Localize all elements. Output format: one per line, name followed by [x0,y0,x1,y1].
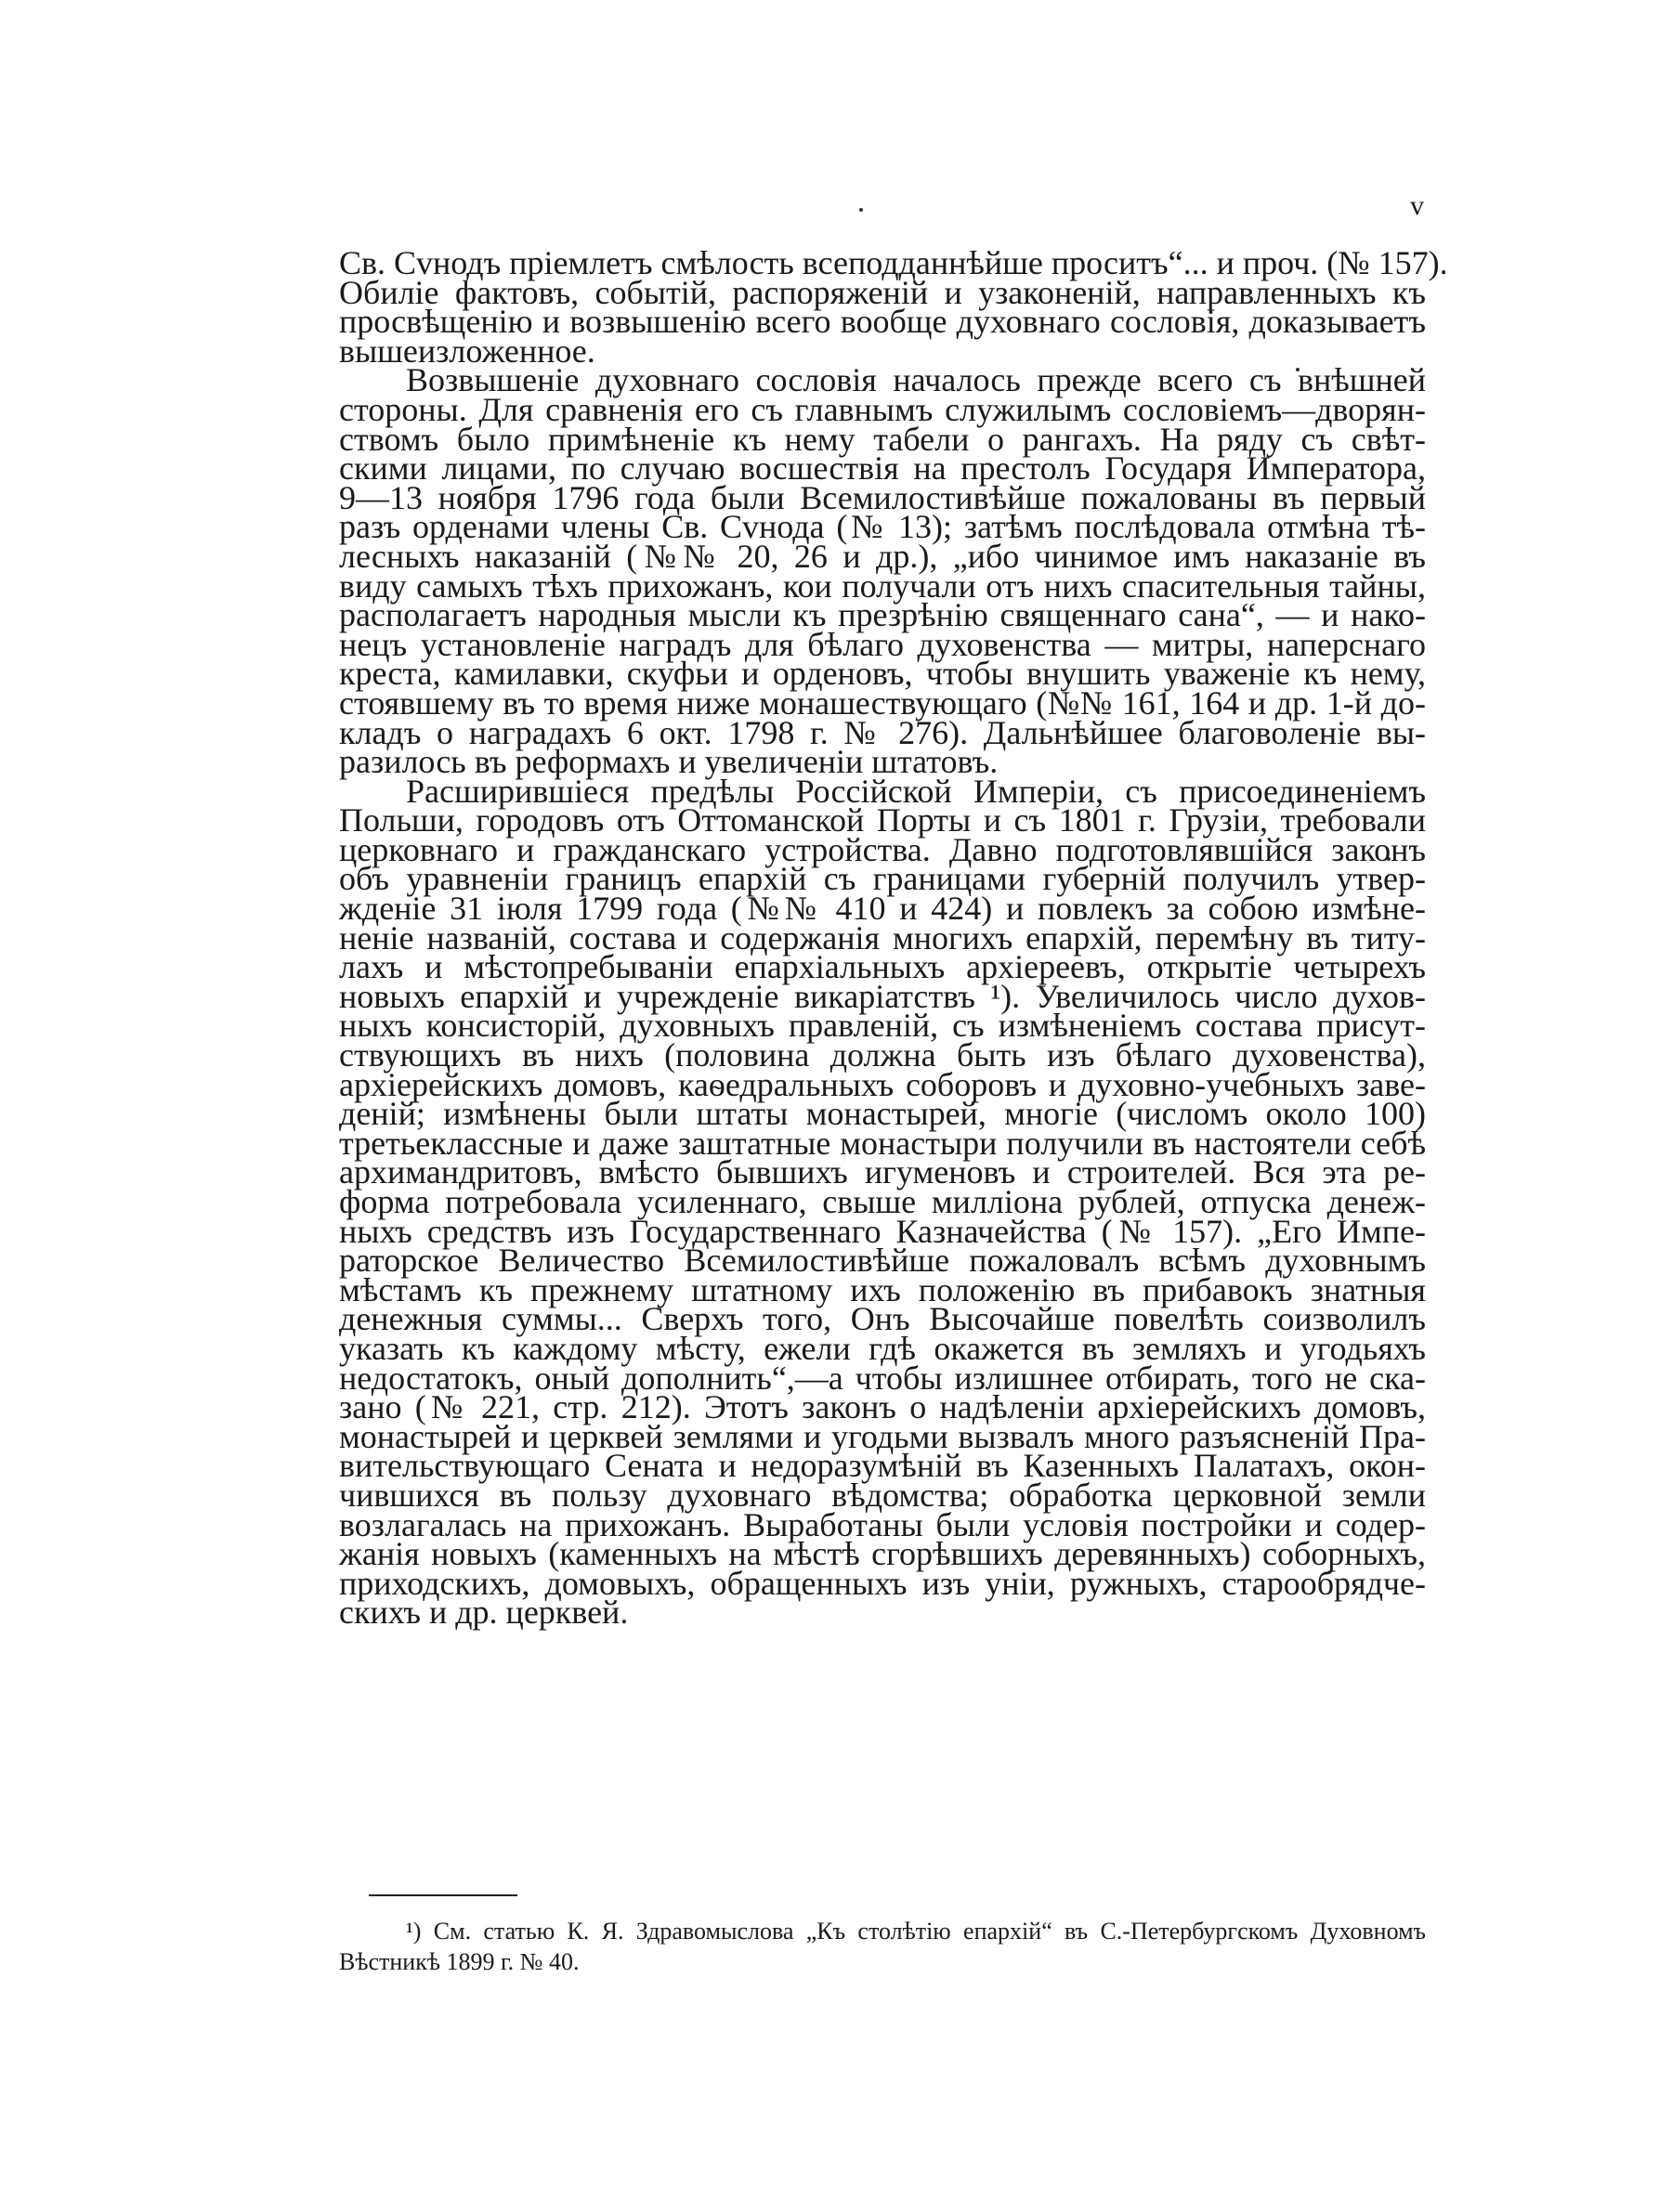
text-line: кладъ о наградахъ 6 окт. 1798 г. № 276). Дальнѣйшее благоволеніе вы- [339,713,1426,751]
text-line: вительствующаго Сената и недоразумѣній въ Казенныхъ Палатахъ, окон- [339,1447,1426,1485]
text-line: неніе названій, состава и содержанія многихъ епархій, перемѣну въ титу- [339,918,1426,956]
text-line: архимандритовъ, вмѣсто бывшихъ игуменовъ и строителей. Вся эта ре- [339,1153,1426,1191]
footnote-line: Вѣстникѣ 1899 г. № 40. [339,1948,580,1975]
text-line: новыхъ епархій и учрежденіе викаріатствъ ¹). Увеличилось число духов- [339,977,1426,1015]
text-line: третьеклассные и даже заштатные монастыри получили въ настоятели себѣ [339,1124,1426,1162]
stray-mark [859,208,863,212]
text-line: денежныя суммы... Сверхъ того, Онъ Высочайше повелѣть соизволилъ [339,1300,1426,1338]
text-line: виду самыхъ тѣхъ прихожанъ, кои получали отъ нихъ спасительныя тайны, [339,566,1426,605]
text-line: объ уравненіи границъ епархій съ границами губерній получилъ утвер- [339,860,1426,898]
text-line: жанія новыхъ (каменныхъ на мѣстѣ сгорѣвшихъ деревянныхъ) соборныхъ, [339,1535,1426,1573]
text-line: располагаетъ народныя мысли къ презрѣнію священнаго сана“, — и нако- [339,596,1426,634]
text-line: Польши, городовъ отъ Оттоманской Порты и съ 1801 г. Грузіи, требовали [339,801,1426,839]
text-line: жденіе 31 іюля 1799 года (№№ 410 и 424) и повлекъ за собою измѣне- [339,890,1426,928]
text-line: деній; измѣнены были штаты монастырей, многіе (числомъ около 100) [339,1095,1426,1133]
footnote [339,1916,1426,1977]
text-line: скими лицами, по случаю восшествія на престолъ Государя Императора, [339,449,1426,488]
text-line: стоявшему въ то время ниже монашествующаго (№№ 161, 164 и др. 1-й до- [339,683,1426,722]
text-line: форма потребовала усиленнаго, свыше милліона рублей, отпуска денеж- [339,1183,1426,1220]
text-line: ствомъ было примѣненіе къ нему табели о рангахъ. На ряду съ свѣт- [339,420,1426,458]
footnote-divider [369,1894,517,1896]
text-line: зано (№ 221, стр. 212). Этотъ законъ о надѣленіи архіерейскихъ домовъ, [339,1388,1426,1426]
text-line: монастырей и церквей землями и угодьми вызвалъ много разъясненій Пра- [339,1417,1426,1455]
text-line: скихъ и др. церквей. [339,1594,629,1632]
text-line: ныхъ средствъ изъ Государственнаго Казначейства (№ 157). „Его Импе- [339,1212,1426,1250]
text-line: мѣстамъ къ прежнему штатному ихъ положенію въ прибавокъ знатныя [339,1270,1426,1308]
text-line: разъ орденами члены Св. Сvнода (№ 13); затѣмъ послѣдовала отмѣна тѣ- [339,508,1426,546]
text-line: лесныхъ наказаній (№№ 20, 26 и др.), „ибо чинимое имъ наказаніе въ [339,537,1426,575]
text-line: приходскихъ, домовыхъ, обращенныхъ изъ уніи, ружныхъ, старообрядче- [339,1564,1426,1602]
body-text [339,244,1448,1632]
paragraph-start: Возвышеніе духовнаго сословія началось прежде всего съ внѣшней [406,361,1426,399]
text-line: церковнаго и гражданскаго устройства. Давно подготовлявшійся законъ [339,830,1426,868]
text-line: Св. Сvнодъ пріемлетъ смѣлость всеподданнѣйше проситъ“... и проч. (№ 157). [339,244,1448,281]
text-line: лахъ и мѣстопребываніи епархіальныхъ архіереевъ, открытіе четырехъ [339,948,1426,986]
text-line: архіерейскихъ домовъ, каѳедральныхъ соборовъ и духовно-учебныхъ заве- [339,1065,1426,1103]
text-line: нецъ установленіе наградъ для бѣлаго духовенства — митры, наперснаго [339,625,1426,663]
text-line: 9—13 ноября 1796 года были Всемилостивѣйше пожалованы въ первый [339,478,1426,516]
text-line: указать къ каждому мѣсту, ежели гдѣ окажется въ земляхъ и угодьяхъ [339,1329,1426,1367]
text-line: Обиліе фактовъ, событій, распоряженій и узаконеній, направленныхъ къ [339,273,1426,311]
text-line: чившихся въ пользу духовнаго вѣдомства; обработка церковной земли [339,1476,1426,1514]
text-line: креста, камилавки, скуфьи и орденовъ, чтобы внушить уваженіе къ нему, [339,655,1426,693]
footnote-line: ¹) См. статью К. Я. Здравомыслова „Къ столѣтію епархій“ въ С.-Петербургскомъ Духовномъ [406,1918,1426,1945]
paragraph-start: Расширившіеся предѣлы Россійской Имперіи, съ присоединеніемъ [406,772,1426,810]
text-line: раторское Величество Всемилостивѣйше пожаловалъ всѣмъ духовнымъ [339,1242,1426,1280]
text-line: стороны. Для сравненія его съ главнымъ служилымъ сословіемъ—дворян- [339,390,1426,428]
page-number: v [1410,190,1424,221]
text-line: вышеизложенное. [339,332,595,370]
text-line: ствующихъ въ нихъ (половина должна быть изъ бѣлаго духовенства), [339,1036,1426,1074]
text-line: разилось въ реформахъ и увеличеніи штатовъ. [339,743,999,781]
text-line: просвѣщенію и возвышенію всего вообще духовнаго сословія, доказываетъ [339,303,1426,341]
text-line: недостатокъ, оный дополнить“,—а чтобы излишнее отбирать, того не ска- [339,1359,1426,1397]
text-line: ныхъ консисторій, духовныхъ правленій, съ измѣненіемъ состава присут- [339,1007,1426,1045]
text-line: возлагалась на прихожанъ. Выработаны были условія постройки и содер- [339,1505,1426,1543]
